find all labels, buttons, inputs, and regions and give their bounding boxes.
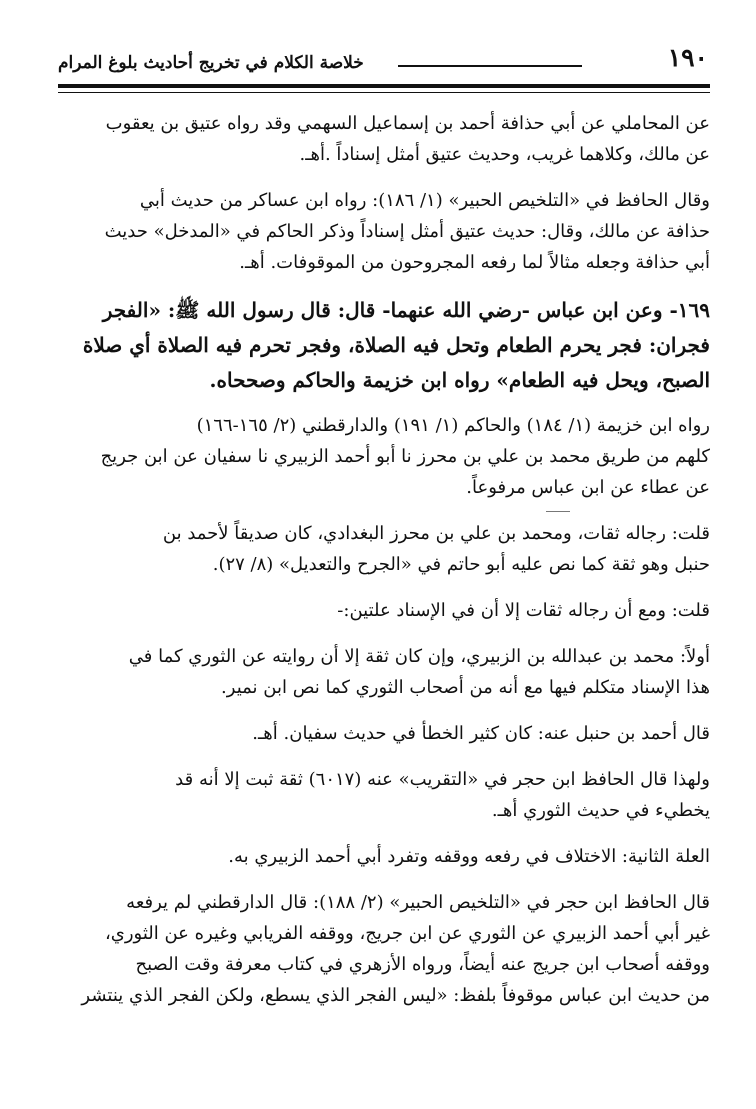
text-line: حذافة عن مالك، وقال: حديث عتيق أمثل إسناداً وذكر الحاكم في «المدخل» حديث xyxy=(104,221,710,242)
text-line: قال أحمد بن حنبل عنه: كان كثير الخطأ في حديث سفيان. أهـ. xyxy=(252,723,710,744)
text-paragraph xyxy=(58,410,710,503)
text-line: الصبح، ويحل فيه الطعام» رواه ابن خزيمة والحاكم وصححاه. xyxy=(209,368,710,392)
text-line: أبي حذافة وجعله مثالاً لما رفعه المجروحون من الموقوفات. أهـ. xyxy=(239,252,710,273)
text-line: عن عطاء عن ابن عباس مرفوعاً. xyxy=(466,477,710,498)
page-header xyxy=(58,36,710,76)
running-title: خلاصة الكلام في تخريج أحاديث بلوغ المرام xyxy=(58,53,364,73)
header-thick-rule xyxy=(58,84,710,88)
text-line: ووقفه أصحاب ابن جريج عنه أيضاً، ورواه الأزهري في كتاب معرفة وقت الصبح xyxy=(135,954,710,975)
text-line: قلت: ومع أن رجاله ثقات إلا أن في الإسناد علتين:- xyxy=(337,600,710,621)
text-paragraph xyxy=(58,185,710,278)
text-line: من حديث ابن عباس موقوفاً بلفظ: «ليس الفجر الذي يسطع، ولكن الفجر الذي ينتشر xyxy=(81,985,710,1006)
text-paragraph xyxy=(58,718,710,749)
text-line: أولاً: محمد بن عبدالله بن الزبيري، وإن كان ثقة إلا أن روايته عن الثوري كما في xyxy=(128,646,710,667)
text-paragraph xyxy=(58,108,710,170)
text-paragraph xyxy=(58,641,710,703)
text-line: رواه ابن خزيمة (١/ ١٨٤) والحاكم (١/ ١٩١) والدارقطني (٢/ ١٦٥-١٦٦) xyxy=(196,415,710,436)
page-number: ١٩٠ xyxy=(667,43,708,72)
text-line: فجران: فجر يحرم الطعام وتحل فيه الصلاة، وفجر تحرم فيه الصلاة أي صلاة xyxy=(82,333,710,357)
hadith-paragraph xyxy=(58,293,710,398)
text-line: قال الحافظ ابن حجر في «التلخيص الحبير» (٢/ ١٨٨): قال الدارقطني لم يرفعه xyxy=(126,892,710,913)
text-line: ولهذا قال الحافظ ابن حجر في «التقريب» عنه (٦٠١٧) ثقة ثبت إلا أنه قد xyxy=(175,769,710,790)
book-page xyxy=(58,36,710,1076)
text-paragraph xyxy=(58,518,710,580)
text-line: هذا الإسناد متكلم فيها مع أنه من أصحاب الثوري كما نص ابن نمير. xyxy=(221,677,710,698)
text-line: يخطيء في حديث الثوري أهـ. xyxy=(491,800,710,821)
text-line: كلهم من طريق محمد بن علي بن محرز نا أبو أحمد الزبيري نا سفيان عن ابن جريج xyxy=(100,446,710,467)
text-line: حنبل وهو ثقة كما نص عليه أبو حاتم في «الجرح والتعديل» (٨/ ٢٧). xyxy=(212,554,710,575)
text-line: العلة الثانية: الاختلاف في رفعه ووقفه وتفرد أبي أحمد الزبيري به. xyxy=(228,846,710,867)
text-line: قلت: رجاله ثقات، ومحمد بن علي بن محرز البغدادي، كان صديقاً لأحمد بن xyxy=(162,523,710,544)
text-line: عن المحاملي عن أبي حذافة أحمد بن إسماعيل السهمي وقد رواه عتيق بن يعقوب xyxy=(105,113,710,134)
text-paragraph xyxy=(58,764,710,826)
text-line: وقال الحافظ في «التلخيص الحبير» (١/ ١٨٦): رواه ابن عساكر من حديث أبي xyxy=(139,190,710,211)
text-paragraph xyxy=(58,841,710,872)
page-body xyxy=(58,93,710,1011)
text-paragraph xyxy=(58,887,710,1011)
text-line: عن مالك، وكلاهما غريب، وحديث عتيق أمثل إسناداً .أهـ. xyxy=(299,144,710,165)
margin-dash xyxy=(546,511,570,512)
text-line: ١٦٩- وعن ابن عباس -رضي الله عنهما- قال: قال رسول الله ﷺ: «الفجر xyxy=(102,298,710,322)
text-line: غير أبي أحمد الزبيري عن الثوري عن ابن جريج، ووقفه الفريابي وغيره عن الثوري، xyxy=(104,923,710,944)
text-paragraph xyxy=(58,595,710,626)
header-line xyxy=(398,65,582,67)
